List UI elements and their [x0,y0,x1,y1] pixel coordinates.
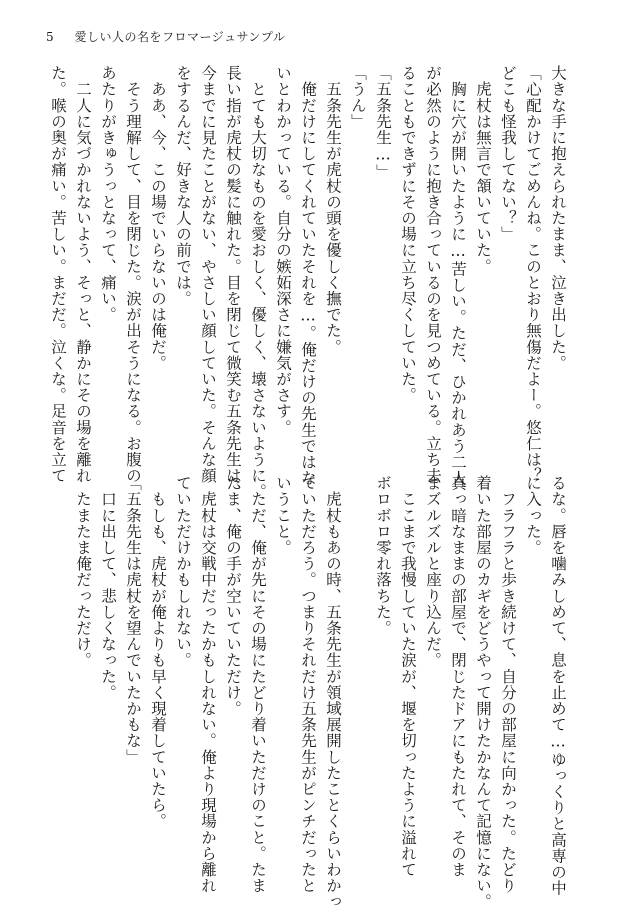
book-title: 愛しい人の名をフロマージュサンプル [74,30,286,44]
text-line: たま、俺の手が空いていただけ。 [224,475,242,717]
text-line: 大きな手に抱えられたまま、泣き出した。 [549,65,567,371]
text-line: いうこと。 [274,475,292,556]
text-line: 着いた部屋のカギをどうやって開けたかなんて記憶にない。 [474,475,492,910]
top-text-block [49,65,570,500]
text-line: 五条先生が虎杖の頭を優しく撫でた。 [324,65,342,355]
text-line: 「うん」 [349,65,367,130]
text-line: 「心配かけてごめんね。このとおり無傷だよー。悠仁は？ [524,65,542,484]
text-line: どこも怪我してない？」 [499,65,517,243]
page-number: 5 [46,30,55,44]
text-line: た。喉の奥が痛い。苦しい。まだだ。泣くな。足音を立て [49,65,67,484]
text-line: たまたま俺だっただけ。 [74,475,92,669]
text-line: もしも、虎杖が俺よりも早く現着していたら。 [149,475,167,830]
text-line: ていただろう。つまりそれだけ五条先生がピンチだったと [299,475,317,894]
text-line: 真っ暗なままの部屋で、閉じたドアにもたれて、そのま [449,475,467,878]
running-header [46,28,285,45]
text-line: そう理解して、目を閉じた。涙が出そうになる。お腹の [124,65,142,484]
text-line: ていただけかもしれない。 [174,475,192,669]
text-line: あたりがきゅうっとなって、痛い。 [99,65,117,323]
text-line: ボロボロ零れ落ちた。 [374,475,392,636]
text-line: 長い指が虎杖の髪に触れた。目を閉じて微笑む五条先生は、 [224,65,242,500]
text-line: ることもできずにその場に立ち尽くしていた。 [399,65,417,404]
text-line: いとわかっている。自分の嫉妬深さに嫌気がさす。 [274,65,292,436]
text-line: 胸に穴が開いたように…苦しい。ただ、ひかれあう二人 [449,65,467,487]
text-line: 「五条先生は虎杖を望んでいたかもな」 [124,475,142,765]
text-line: 今までに見たことがない、やさしい顔していた。そんな顔 [199,65,217,484]
text-line: 虎杖は交戦中だったかもしれない。俺より現場から離れ [199,475,217,894]
text-line: に入った。 [524,475,542,556]
text-line: まズルズルと座り込んだ。 [424,475,442,669]
text-line: をするんだ、好きな人の前では。 [174,65,192,307]
text-line: 口に出して、悲しくなった。 [99,475,117,701]
text-line: フラフラと歩き続けて、自分の部屋に向かった。たどり [499,475,517,894]
text-line: 虎杖は無言で頷いていた。 [474,65,492,275]
text-line: ここまで我慢していた涙が、堰を切ったように溢れて [399,475,417,878]
text-line: ああ、今、この場でいらないのは俺だ。 [149,65,167,371]
text-line: るな。唇を噛みしめて、息を止めて…ゆっくりと高専の中 [549,475,567,897]
text-line: ただ、俺が先にその場にたどり着いただけのこと。たま [249,475,267,894]
text-line: 二人に気づかれないよう、そっと、静かにその場を離れ [74,65,92,484]
bottom-text-block [58,475,570,910]
text-line: 「五条先生…」 [374,65,392,181]
text-line: が必然のように抱き合っているのを見つめている。立ち去 [424,65,442,484]
blank-line [345,475,370,855]
text-line: 虎杖もあの時、五条先生が領域展開したことくらいわかっ [324,475,342,910]
text-line: とても大切なものを愛おしく、優しく、壊さないように。 [249,65,267,500]
text-line: 俺だけにしてくれていたそれを…。俺だけの先生ではな [299,65,317,487]
